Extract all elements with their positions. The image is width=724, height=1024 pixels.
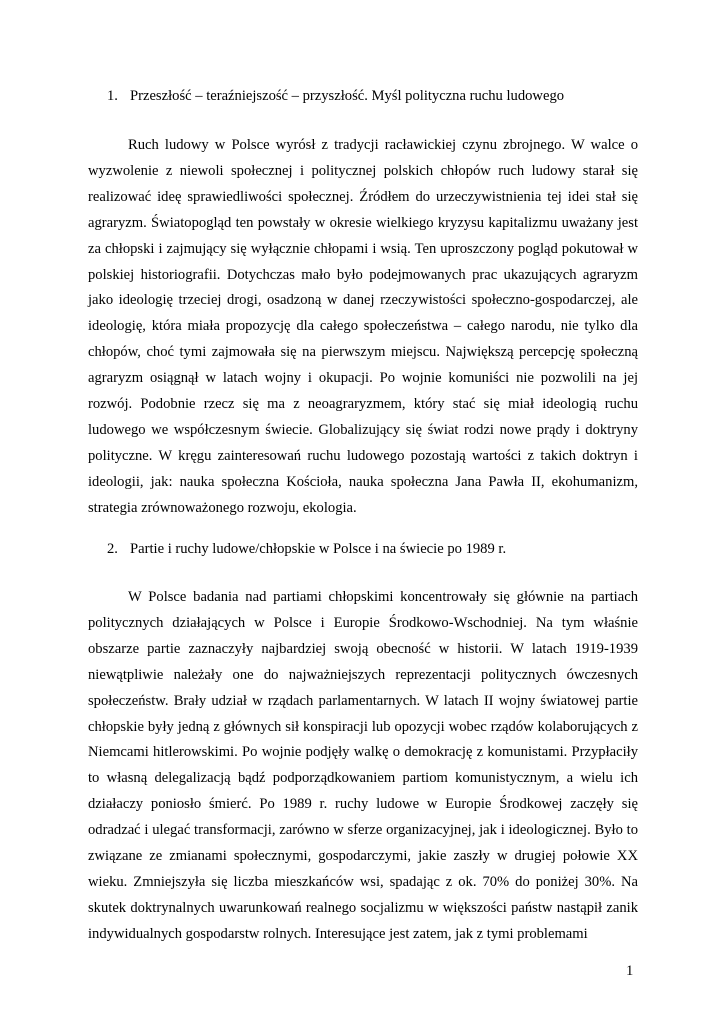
section-2-title: Partie i ruchy ludowe/chłopskie w Polsce i na świecie po 1989 r. (130, 541, 507, 557)
section-1-number: 1. (107, 88, 118, 104)
section-1-heading (107, 86, 564, 106)
section-2-number: 2. (107, 541, 118, 557)
section-2-heading (107, 539, 506, 559)
section-1-title: Przeszłość – teraźniejszość – przyszłość. Myśl polityczna ruchu ludowego (130, 88, 565, 104)
page-number: 1 (626, 963, 634, 979)
section-1-paragraph: Ruch ludowy w Polsce wyrósł z tradycji racławickiej czynu zbrojnego. W walce o wyzwolenie z niewoli społecznej i politycznej polskich chłopów ruch ludowy starał się realizować ideę sprawiedliwości społecznej. Źródłem do urzeczywistnienia tej idei stał się agraryzm. Światopogląd ten powstały w okresie wielkiego kryzysu kapitalizmu uważany jest za chłopski i zajmujący się wyłącznie chłopami i wsią. Ten uproszczony pogląd pokutował w polskiej historiografii. Dotychczas mało było podejmowanych prac ukazujących agraryzm jako ideologię trzeciej drogi, osadzoną w danej rzeczywistości społeczno-gospodarczej, ale ideologię, która miała propozycję dla całego społeczeństwa – całego narodu, nie tylko dla chłopów, choć tymi zajmowała się na pierwszym miejscu. Największą percepcję społeczną agraryzm osiągnął w latach wojny i okupacji. Po wojnie komuniści nie pozwolili na jej rozwój. Podobnie rzecz się ma z neoagraryzmem, który stać się miał ideologią ruchu ludowego we współczesnym świecie. Globalizujący się świat rodzi nowe prądy i doktryny polityczne. W kręgu zainteresowań ruchu ludowego pozostają wartości z takich doktryn i ideologii, jak: nauka społeczna Kościoła, nauka społeczna Jana Pawła II, ekohumanizm, strategia zrównoważonego rozwoju, ekologia. (88, 137, 638, 516)
section-2-paragraph: W Polsce badania nad partiami chłopskimi koncentrowały się głównie na partiach politycznych działających w Polsce i Europie Środkowo-Wschodniej. Na tym właśnie obszarze partie zaznaczyły najbardziej swoją obecność w historii. W latach 1919-1939 niewątpliwie należały one do najważniejszych reprezentacji politycznych ówczesnych społeczeństw. Brały udział w rządach parlamentarnych. W latach II wojny światowej partie chłopskie były jedną z głównych sił konspiracji lub opozycji wobec rządów kolaborujących z Niemcami hitlerowskimi. Po wojnie podjęły walkę o demokrację z komunistami. Przypłaciły to własną delegalizacją bądź podporządkowaniem partiom komunistycznym, a wielu ich działaczy poniosło śmierć. Po 1989 r. ruchy ludowe w Europie Środkowej zaczęły się odradzać i ulegać transformacji, zarówno w sferze organizacyjnej, jak i ideologicznej. Było to związane ze zmianami społecznymi, gospodarczymi, jakie zaszły w drugiej połowie XX wieku. Zmniejszyła się liczba mieszkańców wsi, spadając z ok. 70% do poniżej 30%. Na skutek doktrynalnych uwarunkowań realnego socjalizmu w większości państw nastąpił zanik indywidualnych gospodarstw rolnych. Interesujące jest zatem, jak z tymi problemami (88, 589, 638, 942)
